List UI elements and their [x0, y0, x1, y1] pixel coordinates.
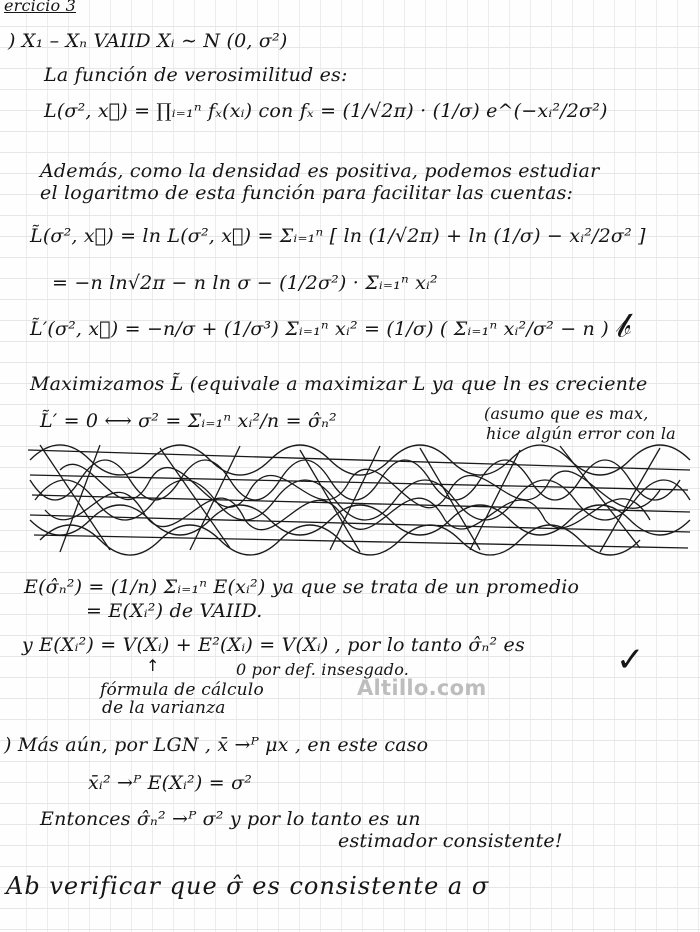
crossed-out-scribble: [0, 440, 700, 558]
exercise-header: ercicio 3: [4, 0, 76, 15]
line-3: L(σ², x⃗) = ∏ᵢ₌₁ⁿ fₓ(xᵢ) con fₓ = (1/√2π) · (1/σ) e^(−xᵢ²/2σ²): [44, 100, 608, 122]
line-14: = E(Xᵢ²) de VAIID.: [86, 600, 263, 622]
up-arrow-icon: ↑: [146, 656, 160, 675]
line-1: ) X₁ – Xₙ VAIID Xᵢ ∼ N (0, σ²): [8, 30, 288, 52]
watermark: Altillo.com: [357, 676, 487, 700]
line-4: Además, como la densidad es positiva, podemos estudiar: [40, 160, 600, 182]
check-mark-icon: ✓: [616, 640, 645, 680]
line-9: Maximizamos L̃ (equivale a maximizar L ya que ln es creciente: [30, 373, 648, 395]
margin-mark: 𝒷: [616, 306, 631, 346]
line-10: L̃′ = 0 ⟷ σ² = Σᵢ₌₁ⁿ xᵢ²/n = σ̂ₙ²: [40, 410, 337, 432]
line-2: La función de verosimilitud es:: [44, 64, 348, 86]
line-6: L̃(σ², x⃗) = ln L(σ², x⃗) = Σᵢ₌₁ⁿ [ ln (1/√2π) + ln (1/σ) − xᵢ²/2σ² ]: [30, 225, 646, 247]
line-21: Entonces σ̂ₙ² →ᴾ σ² y por lo tanto es un: [40, 808, 421, 830]
line-13: E(σ̂ₙ²) = (1/n) Σᵢ₌₁ⁿ E(xᵢ²) ya que se trata de un promedio: [24, 576, 580, 598]
line-8: L̃′(σ², x⃗) = −n/σ + (1/σ³) Σᵢ₌₁ⁿ xᵢ² = (1/σ) ( Σᵢ₌₁ⁿ xᵢ²/σ² − n ): [30, 318, 609, 340]
line-7: = −n ln√2π − n ln σ − (1/2σ²) · Σᵢ₌₁ⁿ xᵢ²: [52, 272, 438, 294]
line-17: fórmula de cálculo: [100, 680, 264, 700]
line-12: hice algún error con la: [486, 424, 676, 443]
line-22: estimador consistente!: [338, 830, 563, 852]
line-15: y E(Xᵢ²) = V(Xᵢ) + E²(Xᵢ) = V(Xᵢ) , por lo tanto σ̂ₙ² es: [22, 634, 525, 656]
line-5: el logaritmo de esta función para facilitar las cuentas:: [40, 182, 574, 204]
line-19: ) Más aún, por LGN , x̄ →ᴾ μx , en este caso: [4, 734, 429, 756]
line-16: 0 por def. insesgado.: [236, 660, 410, 679]
line-23: Ab verificar que σ̂ es consistente a σ: [6, 872, 490, 900]
line-18: de la varianza: [102, 698, 226, 718]
line-11: (asumo que es max,: [484, 404, 649, 423]
line-20: x̄ᵢ² →ᴾ E(Xᵢ²) = σ²: [88, 772, 253, 794]
